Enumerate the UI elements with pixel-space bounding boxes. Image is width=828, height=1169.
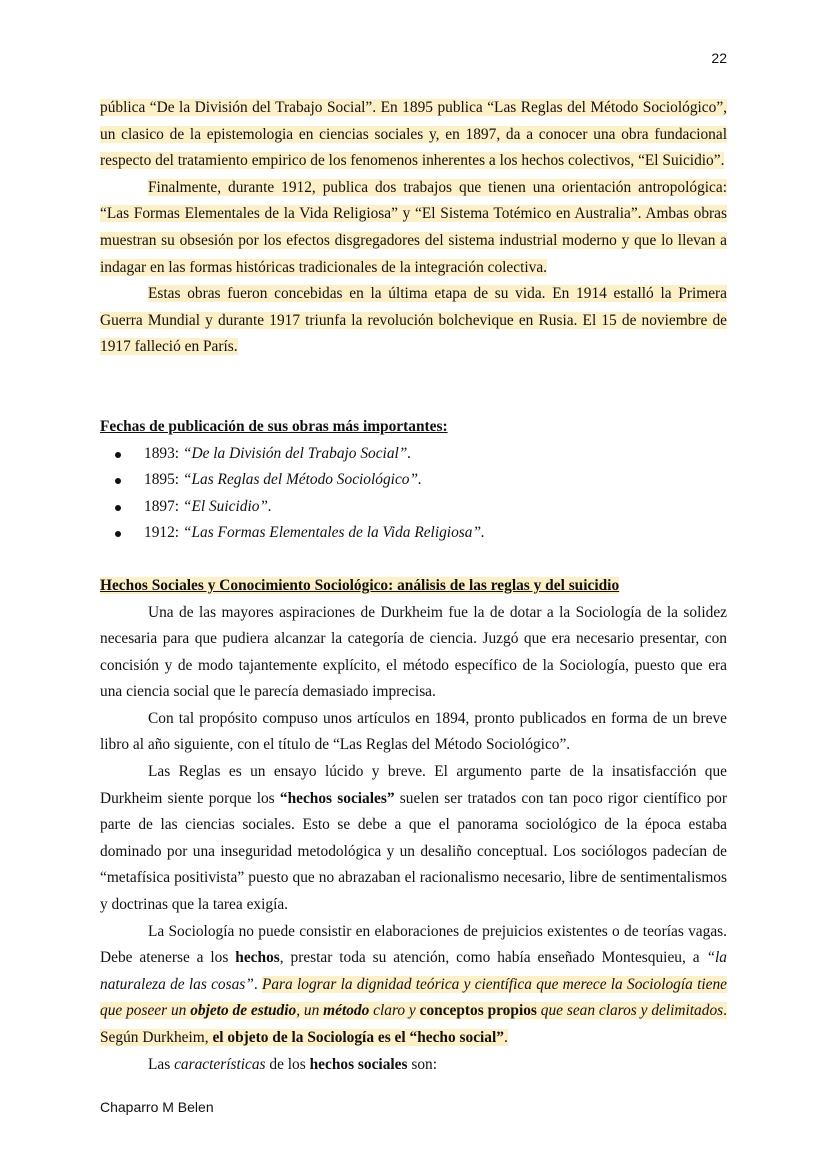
text-run: Finalmente, durante 1912, publica dos trabajos que tienen una orientación antropológica: “Las Formas Elementales de la Vida Religiosa” y “El Sistema Totémico en Australia”. Ambas obras muestran su obsesión por los efectos disgregadores del sistema industrial moderno y que lo llevan a indagar en las formas históricas tradicionales de la integración colectiva. — [100, 178, 727, 276]
paragraph — [100, 759, 727, 919]
text-run: . — [503, 1029, 508, 1046]
section-heading — [100, 573, 727, 600]
bold-text: “hechos sociales” — [279, 789, 395, 807]
text-run: Una de las mayores aspiraciones de Durkheim fue la de dotar a la Sociología de la solidez necesaria para que pudiera alcanzar la categoría de ciencia. Juzgó que era necesario presentar, con concisión y de modo tajantemente explícito, el método específico de la Sociología, puesto que era una ciencia social que le parecía demasiado imprecisa. — [100, 603, 727, 701]
paragraph — [100, 600, 727, 706]
publication-title: “Las Formas Elementales de la Vida Religiosa”. — [182, 524, 485, 542]
publication-item — [144, 520, 727, 547]
publication-title: “El Suicidio”. — [182, 497, 272, 515]
publications-list — [100, 441, 727, 547]
bullet-icon — [115, 531, 121, 537]
text-run: Estas obras fueron concebidas en la última etapa de su vida. En 1914 estalló la Primera Guerra Mundial y durante 1917 triunfa la revolución bolchevique en Rusia. El 15 de noviembre de 1917 falleció en París. — [100, 285, 727, 356]
bold-text: el objeto de la Sociología es el “hecho social” — [212, 1029, 504, 1046]
publication-year: 1893: — [144, 444, 183, 462]
paragraph — [100, 281, 727, 361]
publication-year: 1895: — [144, 471, 183, 489]
bold-text: conceptos propios — [419, 1002, 537, 1020]
paragraph — [100, 919, 727, 1052]
bold-text: objeto de estudio — [190, 1002, 297, 1020]
text-run: , prestar toda su atención, como había enseñado Montesquieu, a — [279, 949, 707, 967]
italic-text: “la naturaleza de las cosas” — [100, 949, 727, 993]
text-run: La Sociología no puede consistir en elaboraciones de prejuicios existentes o de teorías vagas. Debe atenerse a los — [100, 922, 727, 967]
text-run: Las Reglas es un ensayo lúcido y breve. El argumento parte de la insatisfacción que Durkheim siente porque los — [100, 763, 727, 807]
italic-text: Para lograr la dignidad teórica y científica que merece la Sociología tiene que poseer un — [100, 975, 727, 1020]
paragraph — [100, 95, 727, 175]
text-run: de los — [265, 1055, 310, 1073]
text-run: son: — [407, 1055, 438, 1073]
page-number: 22 — [711, 50, 727, 66]
bullet-icon — [115, 452, 121, 458]
footer-author: Chaparro M Belen — [100, 1099, 214, 1115]
section-heading-text: Hechos Sociales y Conocimiento Sociológico: análisis de las reglas y del suicidio — [100, 576, 620, 594]
italic-text: , un — [296, 1002, 324, 1020]
paragraph — [100, 1052, 727, 1079]
bullet-icon — [115, 505, 121, 511]
paragraph — [100, 175, 727, 281]
text-run: pública “De la División del Trabajo Social”. En 1895 publica “Las Reglas del Método Sociológico”, un clasico de la epistemologia en ciencias sociales y, en 1897, da a conocer una obra fundacional respecto del tratamiento empirico de los fenomenos inherentes a los hechos colectivos, “El Suicidio”. — [100, 99, 727, 170]
text-run: Con tal propósito compuso unos artículos en 1894, pronto publicados en forma de un breve libro al año siguiente, con el título de “Las Reglas del Método Sociológico”. — [100, 709, 727, 754]
publication-year: 1897: — [144, 497, 183, 515]
publications-heading: Fechas de publicación de sus obras más importantes: — [100, 417, 448, 435]
bold-text: hechos sociales — [309, 1055, 408, 1073]
bullet-icon — [115, 478, 121, 484]
text-run: Las — [148, 1055, 175, 1073]
publication-item — [144, 441, 727, 468]
publication-title: “Las Reglas del Método Sociológico”. — [182, 471, 422, 489]
publication-item — [144, 467, 727, 494]
paragraph — [100, 706, 727, 759]
text-run: . — [253, 975, 262, 993]
italic-text: claro y — [369, 1002, 420, 1020]
italic-text: que sean claros y delimitados — [536, 1002, 724, 1020]
publication-item — [144, 494, 727, 521]
section-social-facts — [100, 600, 727, 1079]
publication-title: “De la División del Trabajo Social”. — [182, 444, 412, 462]
bold-text: método — [323, 1002, 370, 1020]
document-body — [100, 95, 727, 1078]
section-biography — [100, 95, 727, 361]
italic-text: características — [174, 1055, 266, 1073]
text-run: . Según Durkheim, — [100, 1002, 727, 1046]
text-run: suelen ser tratados con tan poco rigor científico por parte de las ciencias sociales. Esto se debe a que el panorama sociológico de la época estaba dominado por una inseguridad metodológica y un desaliño conceptual. Los sociólogos padecían de “metafísica positivista” puesto que no abrazaban el racionalismo necesario, libre de sentimentalismos y doctrinas que la tarea exigía. — [100, 789, 727, 914]
publication-year: 1912: — [144, 524, 183, 542]
bold-text: hechos — [235, 949, 280, 967]
